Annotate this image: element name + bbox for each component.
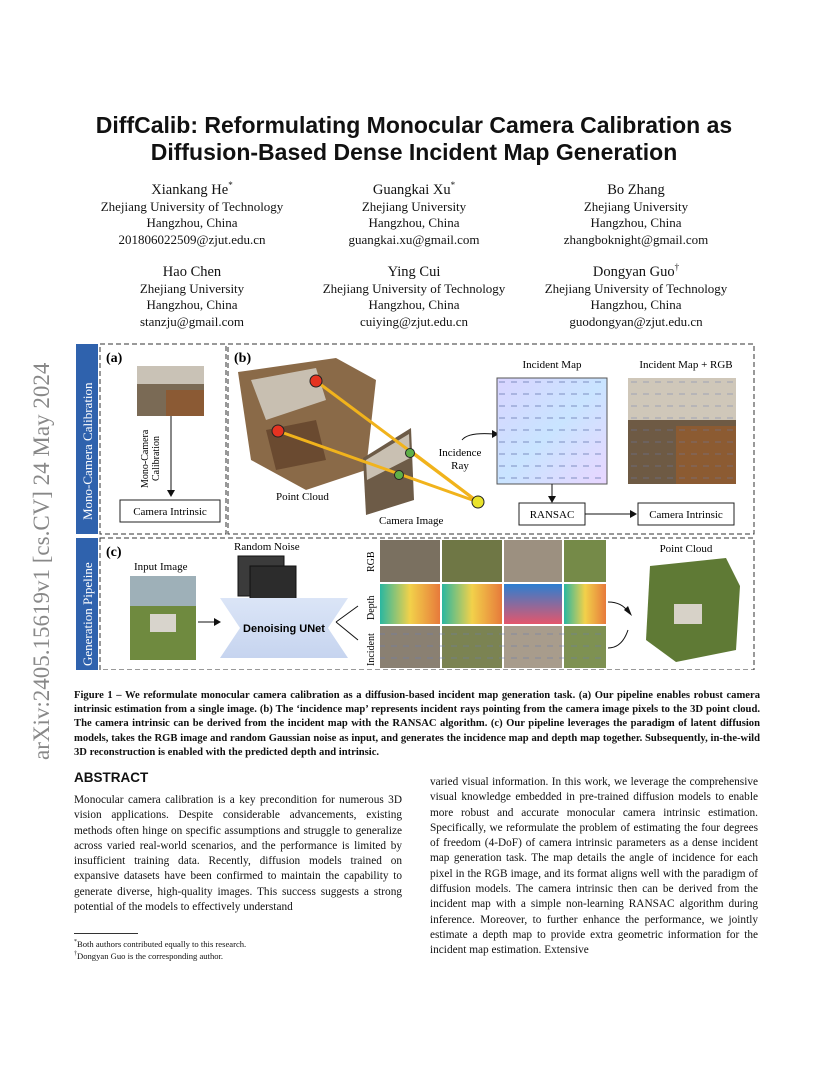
author-block bbox=[82, 176, 302, 248]
panel-c-label: (c) bbox=[106, 545, 122, 560]
abstract-text-left: Monocular camera calibration is a key precondition for numerous 3D vision applications. Despite considerable advancements, existing methods often hinge on specific assumptions and struggle to generalize across varied real-world scenarios, and the performance is limited by insufficient training data. Recently, diffusion models trained on expansive datasets have been confirmed to maintain the capability to generate diverse, high-quality images. This success suggests a strong potential of the models to effectively understand bbox=[74, 794, 402, 914]
mono-camera-label-line1: Mono-Camera bbox=[140, 429, 151, 488]
author-city: Hangzhou, China bbox=[146, 297, 238, 313]
footnote-1-text: Both authors contributed equally to this research. bbox=[77, 938, 247, 949]
author-email: guodongyan@zjut.edu.cn bbox=[569, 313, 703, 329]
author-affiliation: Zhejiang University of Technology bbox=[100, 198, 284, 214]
author-mark: † bbox=[674, 262, 680, 272]
author-mark: * bbox=[450, 180, 456, 190]
random-noise-label: Random Noise bbox=[234, 541, 300, 553]
incident-row-images bbox=[380, 626, 606, 668]
paper-title-line-1: DiffCalib: Reformulating Monocular Camera Calibration as bbox=[95, 112, 733, 138]
side-label-mono-camera-calibration: Mono-Camera Calibration bbox=[80, 382, 95, 520]
author-affiliation: Zhejiang University of Technology bbox=[544, 280, 728, 296]
point-red-1 bbox=[310, 375, 322, 387]
abstract-heading: ABSTRACT bbox=[74, 770, 149, 785]
side-label-generation-pipeline: Generation Pipeline bbox=[80, 562, 95, 666]
author-city: Hangzhou, China bbox=[590, 215, 682, 231]
camera-intrinsic-label-a: Camera Intrinsic bbox=[133, 506, 207, 518]
side-label-bottom bbox=[76, 538, 98, 670]
author-name: Hao Chen bbox=[162, 263, 222, 280]
panel-b-label: (b) bbox=[234, 351, 252, 366]
incident-map-rgb-label: Incident Map + RGB bbox=[639, 359, 733, 371]
depth-row-images bbox=[380, 584, 606, 624]
abstract-left-column bbox=[74, 793, 402, 915]
footnote-2 bbox=[74, 949, 223, 962]
incident-map-label: Incident Map bbox=[522, 359, 582, 371]
author-email: guangkai.xu@gmail.com bbox=[348, 231, 480, 247]
point-green-1 bbox=[406, 449, 415, 458]
camera-intrinsic-label-b: Camera Intrinsic bbox=[649, 509, 723, 521]
author-city: Hangzhou, China bbox=[368, 297, 460, 313]
author-mark: * bbox=[228, 180, 233, 190]
author-email: stanzju@gmail.com bbox=[139, 313, 245, 329]
author-name: Ying Cui bbox=[387, 263, 441, 280]
footnote-rule bbox=[74, 933, 138, 934]
author-affiliation: Zhejiang University bbox=[361, 198, 467, 214]
author-email: zhangboknight@gmail.com bbox=[563, 231, 709, 247]
author-name: Dongyan Guo bbox=[592, 263, 675, 280]
author-email: 201806022509@zjut.edu.cn bbox=[118, 231, 266, 247]
figure-1 bbox=[76, 340, 756, 670]
denoising-unet-label: Denoising UNet bbox=[243, 623, 325, 635]
footnote-2-text: Dongyan Guo is the corresponding author. bbox=[77, 950, 224, 961]
author-name: Bo Zhang bbox=[607, 181, 665, 198]
abstract-text-right: varied visual information. In this work, we leverage the comprehensive visual knowledge embedded in pre-trained diffusion models to enable more robust and accurate monocular camera intrinsic estimation. Specifically, we reformulate the problem of estimating the four degrees of freedom (4-DoF) of camera intrinsic parameters as a dense incident map generation task. The map details the angle of incidence for each pixel in the RGB image, and its format aligns well with the paradigm of diffusion models. The camera intrinsic then can be derived from the incident map with a simple non-learning RANSAC algorithm during inference. Moreover, to further enhance the performance, we jointly estimate a depth map to provide extra geometric information for the incident map estimation. Extensive bbox=[430, 776, 758, 957]
row-label-depth: Depth bbox=[366, 595, 377, 620]
figure-caption: Figure 1 – We reformulate monocular camera calibration as a diffusion-based incident map generation task. (a) Our pipeline enables robust camera intrinsic estimation from a single image. (b) The ‘incidence map’ represents incident rays pointing from the camera image pixels to the 3D point cloud. The camera intrinsic can be derived from the incident map with the RANSAC algorithm. (c) Our pipeline leverages the paradigm of latent diffusion models, takes the RGB image and random Gaussian noise as input, and generates the incidence map and depth map together. Subsequently, in-the-wild 3D reconstruction is enabled with the predicted depth and intrinsic. bbox=[74, 690, 760, 758]
input-image-label: Input Image bbox=[134, 561, 188, 573]
arxiv-id: arXiv:2405.15619v1 [cs.CV] 24 May 2024 bbox=[29, 362, 54, 760]
author-city: Hangzhou, China bbox=[146, 215, 238, 231]
camera-center-point bbox=[472, 496, 484, 508]
incidence-ray-label-line1: Incidence bbox=[438, 447, 482, 459]
panel-a-label: (a) bbox=[106, 351, 123, 366]
paper-title-line-2: Diffusion-Based Dense Incident Map Generation bbox=[150, 139, 678, 165]
author-affiliation: Zhejiang University bbox=[139, 280, 245, 296]
incidence-ray-label-line2: Ray bbox=[451, 460, 469, 472]
author-block bbox=[304, 258, 524, 330]
point-red-2 bbox=[272, 425, 284, 437]
footnote-1-mark: * bbox=[74, 939, 77, 945]
row-label-rgb: RGB bbox=[366, 551, 377, 572]
author-block bbox=[526, 258, 746, 330]
author-name: Xiankang He bbox=[151, 181, 229, 198]
author-block bbox=[304, 176, 524, 248]
author-name: Guangkai Xu bbox=[372, 181, 451, 198]
mono-camera-label-line2: Calibration bbox=[151, 436, 162, 481]
arxiv-stamp bbox=[22, 270, 56, 770]
author-affiliation: Zhejiang University bbox=[583, 198, 689, 214]
footnote-2-mark: † bbox=[74, 951, 77, 957]
point-green-2 bbox=[395, 471, 404, 480]
author-block bbox=[82, 258, 302, 330]
abstract-right-column bbox=[430, 775, 758, 959]
rgb-row-images bbox=[380, 540, 606, 582]
side-label-top bbox=[76, 344, 98, 534]
point-cloud-label: Point Cloud bbox=[276, 491, 329, 503]
camera-image-label: Camera Image bbox=[379, 515, 444, 527]
author-city: Hangzhou, China bbox=[590, 297, 682, 313]
row-label-incident: Incident bbox=[366, 633, 377, 666]
point-cloud-label-c: Point Cloud bbox=[659, 543, 713, 555]
footnote-1 bbox=[74, 937, 246, 950]
author-email: cuiying@zjut.edu.cn bbox=[360, 313, 468, 329]
ransac-label: RANSAC bbox=[529, 509, 575, 521]
author-block bbox=[526, 176, 746, 248]
author-affiliation: Zhejiang University of Technology bbox=[322, 280, 506, 296]
author-city: Hangzhou, China bbox=[368, 215, 460, 231]
